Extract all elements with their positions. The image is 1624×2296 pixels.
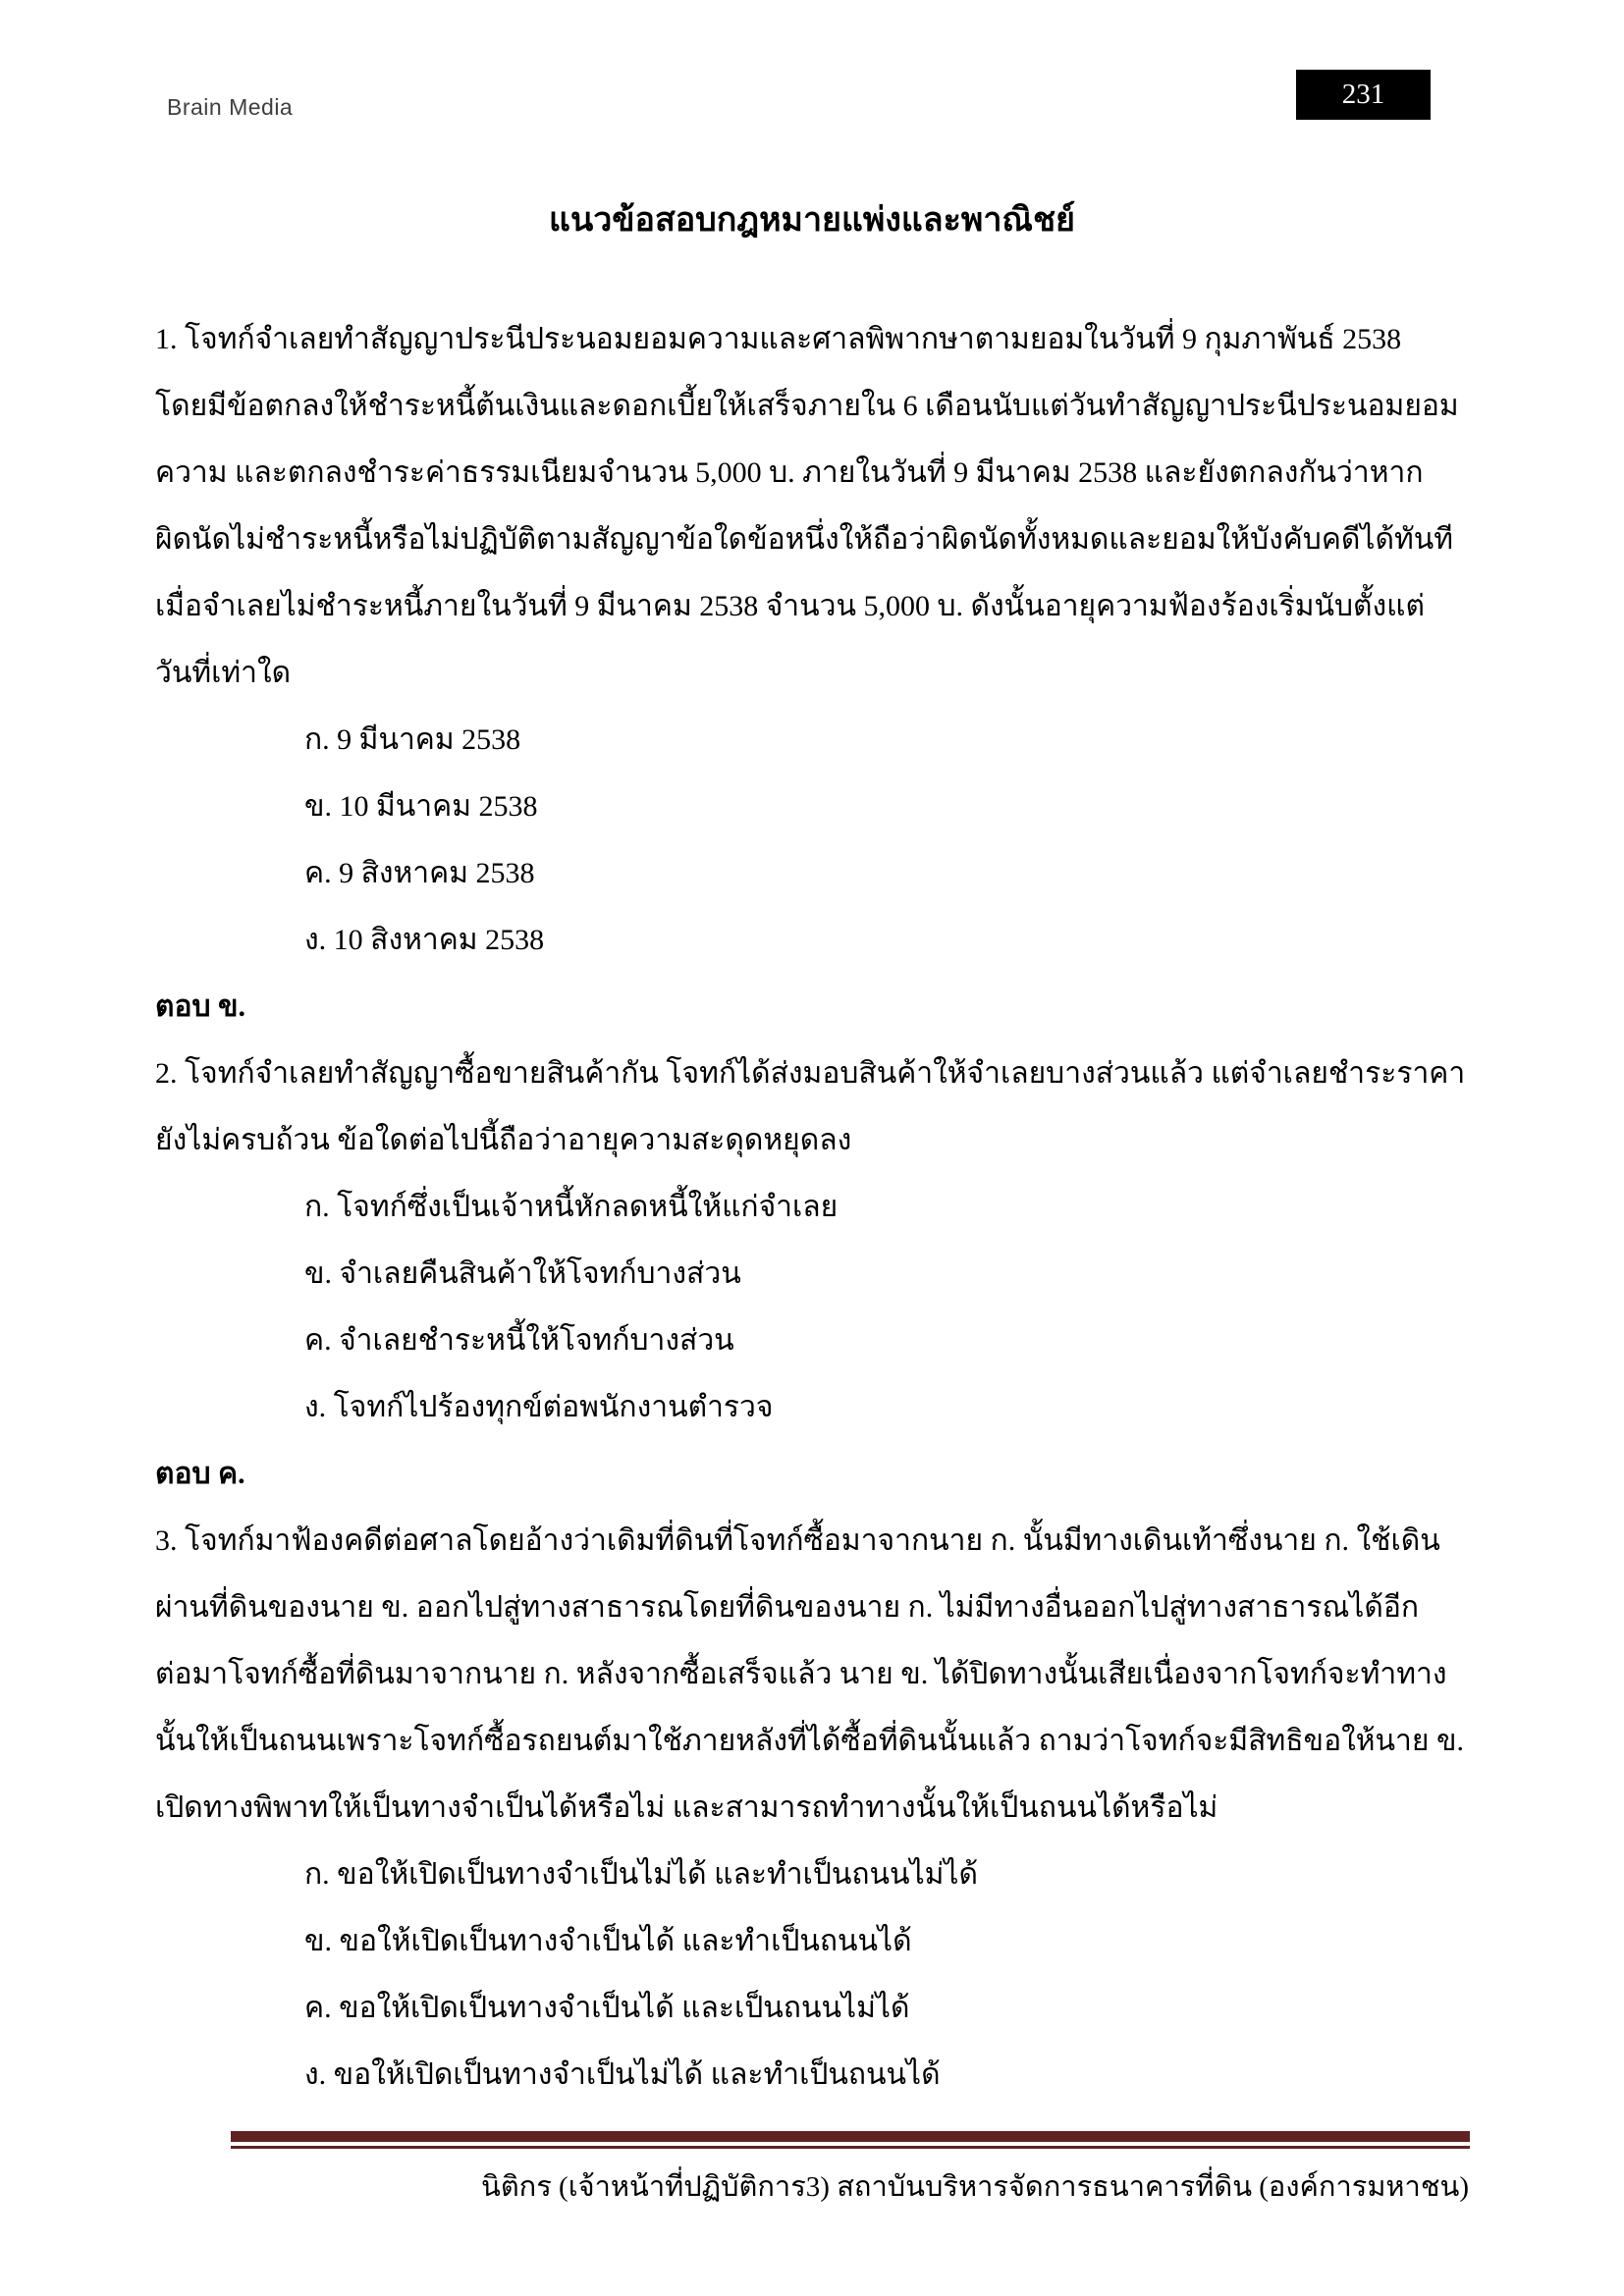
- question-text-line: วันที่เท่าใด: [155, 657, 292, 689]
- question-text-line: ความ และตกลงชำระค่าธรรมเนียมจำนวน 5,000 บ. ภายในวันที่ 9 มีนาคม 2538 และยังตกลงกันว่าหาก: [155, 456, 1424, 489]
- page-number: 231: [1341, 79, 1385, 110]
- questions: [155, 306, 1476, 2109]
- question-text-line: ยังไม่ครบถ้วน ข้อใดต่อไปนี้ถือว่าอายุความสะดุดหยุดลง: [155, 1124, 852, 1156]
- answer-label: ตอบ ข.: [155, 990, 246, 1023]
- question-text-line: 2. โจทก์จำเลยทำสัญญาซื้อขายสินค้ากัน โจทก์ได้ส่งมอบสินค้าให้จำเลยบางส่วนแล้ว แต่จำเลยชำระราคา: [155, 1057, 1466, 1090]
- question-text-line: ผิดนัดไม่ชำระหนี้หรือไม่ปฏิบัติตามสัญญาข้อใดข้อหนึ่งให้ถือว่าผิดนัดทั้งหมดและยอมให้บังคับคดีได้ทันที: [155, 523, 1454, 556]
- question-1: [155, 306, 1476, 1041]
- choice-option: ง. โจทก์ไปร้องทุกข์ต่อพนักงานตำรวจ: [304, 1391, 774, 1423]
- page-number-box: [1296, 70, 1431, 120]
- brand-label: Brain Media: [167, 94, 294, 120]
- choice-option: ค. ขอให้เปิดเป็นทางจำเป็นได้ และเป็นถนนไม่ได้: [304, 1992, 910, 2024]
- choice-option: ข. ขอให้เปิดเป็นทางจำเป็นได้ และทำเป็นถนนได้: [304, 1925, 912, 1957]
- choice-option: ข. จำเลยคืนสินค้าให้โจทก์บางส่วน: [304, 1257, 741, 1290]
- question-text-line: 3. โจทก์มาฟ้องคดีต่อศาลโดยอ้างว่าเดิมที่ดินที่โจทก์ซื้อมาจากนาย ก. นั้นมีทางเดินเท้าซึ่งนาย ก. ใช้เดิน: [155, 1524, 1440, 1557]
- choice-option: ค. 9 สิงหาคม 2538: [304, 857, 535, 889]
- question-2: [155, 1041, 1476, 1508]
- question-text-line: เปิดทางพิพาทให้เป็นทางจำเป็นได้หรือไม่ และสามารถทำทางนั้นให้เป็นถนนได้หรือไม่: [155, 1791, 1218, 1824]
- page-title: แนวข้อสอบกฎหมายแพ่งและพาณิชย์: [549, 202, 1075, 239]
- question-text-line: 1. โจทก์จำเลยทำสัญญาประนีประนอมยอมความและศาลพิพากษาตามยอมในวันที่ 9 กุมภาพันธ์ 2538: [155, 323, 1402, 355]
- choice-option: ง. ขอให้เปิดเป็นทางจำเป็นไม่ได้ และทำเป็นถนนได้: [304, 2058, 941, 2091]
- question-text-line: เมื่อจำเลยไม่ชำระหนี้ภายในวันที่ 9 มีนาคม 2538 จำนวน 5,000 บ. ดังนั้นอายุความฟ้องร้องเริ่มนับตั้งแต่: [155, 590, 1426, 622]
- answer-label: ตอบ ค.: [155, 1458, 245, 1490]
- choice-option: ก. 9 มีนาคม 2538: [304, 723, 521, 756]
- choice-option: ข. 10 มีนาคม 2538: [304, 790, 538, 823]
- footer-text: นิติกร (เจ้าหน้าที่ปฏิบัติการ3) สถาบันบริหารจัดการธนาคารที่ดิน (องค์การมหาชน): [481, 2171, 1469, 2203]
- choice-option: ง. 10 สิงหาคม 2538: [304, 924, 545, 956]
- question-text-line: นั้นให้เป็นถนนเพราะโจทก์ซื้อรถยนต์มาใช้ภายหลังที่ได้ซื้อที่ดินนั้นแล้ว ถามว่าโจทก์จะมีสิทธิขอให้นาย ข.: [155, 1725, 1464, 1757]
- question-3: [155, 1508, 1476, 2109]
- question-text-line: ต่อมาโจทก์ซื้อที่ดินมาจากนาย ก. หลังจากซื้อเสร็จแล้ว นาย ข. ได้ปิดทางนั้นเสียเนื่องจากโจทก์จะทำทาง: [155, 1658, 1447, 1690]
- choice-option: ก. โจทก์ซึ่งเป็นเจ้าหนี้หักลดหนี้ให้แก่จำเลย: [304, 1191, 839, 1223]
- question-text-line: โดยมีข้อตกลงให้ชำระหนี้ต้นเงินและดอกเบี้ยให้เสร็จภายใน 6 เดือนนับแต่วันทำสัญญาประนีประนอมยอม: [155, 390, 1459, 422]
- footer-divider: [231, 2131, 1470, 2149]
- choice-option: ก. ขอให้เปิดเป็นทางจำเป็นไม่ได้ และทำเป็นถนนไม่ได้: [304, 1858, 979, 1891]
- question-text-line: ผ่านที่ดินของนาย ข. ออกไปสู่ทางสาธารณโดยที่ดินของนาย ก. ไม่มีทางอื่นออกไปสู่ทางสาธารณได้อีก: [155, 1591, 1420, 1624]
- choice-option: ค. จำเลยชำระหนี้ให้โจทก์บางส่วน: [304, 1324, 734, 1357]
